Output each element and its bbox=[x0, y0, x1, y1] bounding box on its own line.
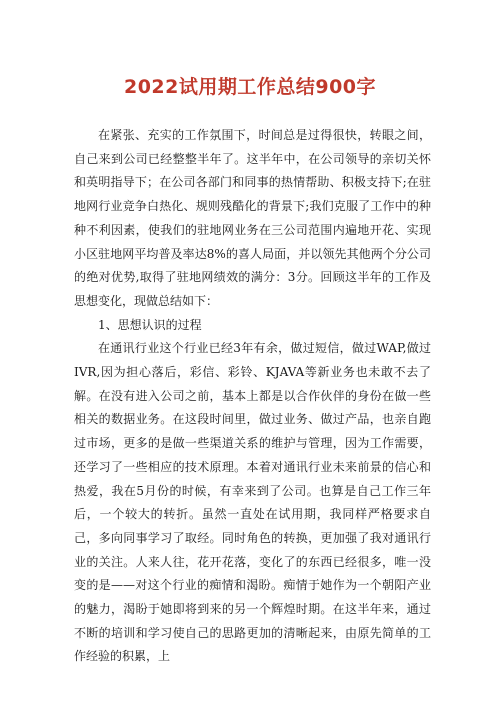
paragraph-section-1: 在通讯行业这个行业已经3年有余，做过短信，做过WAP,做过IVR,因为担心落后，彩信、彩铃、KJAVA等新业务也未敢不去了解。在没有进入公司之前，基本上都是以合作伙伴的身份在做一些相关的数据业务。在这段时间里，做过业务、做过产品，也亲自跑过市场，更多的是做一些渠道关系的维护与管理，因为工作需要，还学习了一些相应的技术原理。本着对通讯行业未来前景的信心和热爱，我在5月份的时候，有幸来到了公司。也算是自己工作三年后，一个较大的转折。虽然一直处在试用期，我同样严格要求自己，多向同事学习了取经。同时角色的转换，更加强了我对通讯行业的关注。人来人往，花开花落，变化了的东西已经很多，唯一没变的是——对这个行业的痴情和渴盼。痴情于她作为一个朝阳产业的魅力，渴盼于她即将到来的另一个辉煌时期。在这半年来，通过不断的培训和学习使自己的思路更加的清晰起来，由原先简单的工作经验的积累，上 bbox=[74, 341, 431, 664]
section-heading: 1、思想认识的过程 bbox=[98, 317, 202, 332]
document-body bbox=[74, 124, 431, 669]
paragraph-intro: 在紧张、充实的工作氛围下，时间总是过得很快，转眼之间，自己来到公司已经整整半年了。这半年中，在公司领导的亲切关怀和英明指导下；在公司各部门和同事的热情帮助、积极支持下;在驻地网行业竞争白热化、规则残酷化的背景下;我们克服了工作中的种种不利因素，使我们的驻地网业务在三公司范围内遍地开花、实现小区驻地网平均普及率达8%的喜人局面，并以领先其他两个分公司的绝对优势,取得了驻地网绩效的满分：3分。回顾这半年的工作及思想变化，现做总结如下： bbox=[74, 128, 431, 308]
document-title: 2022试用期工作总结900字 bbox=[123, 76, 377, 98]
